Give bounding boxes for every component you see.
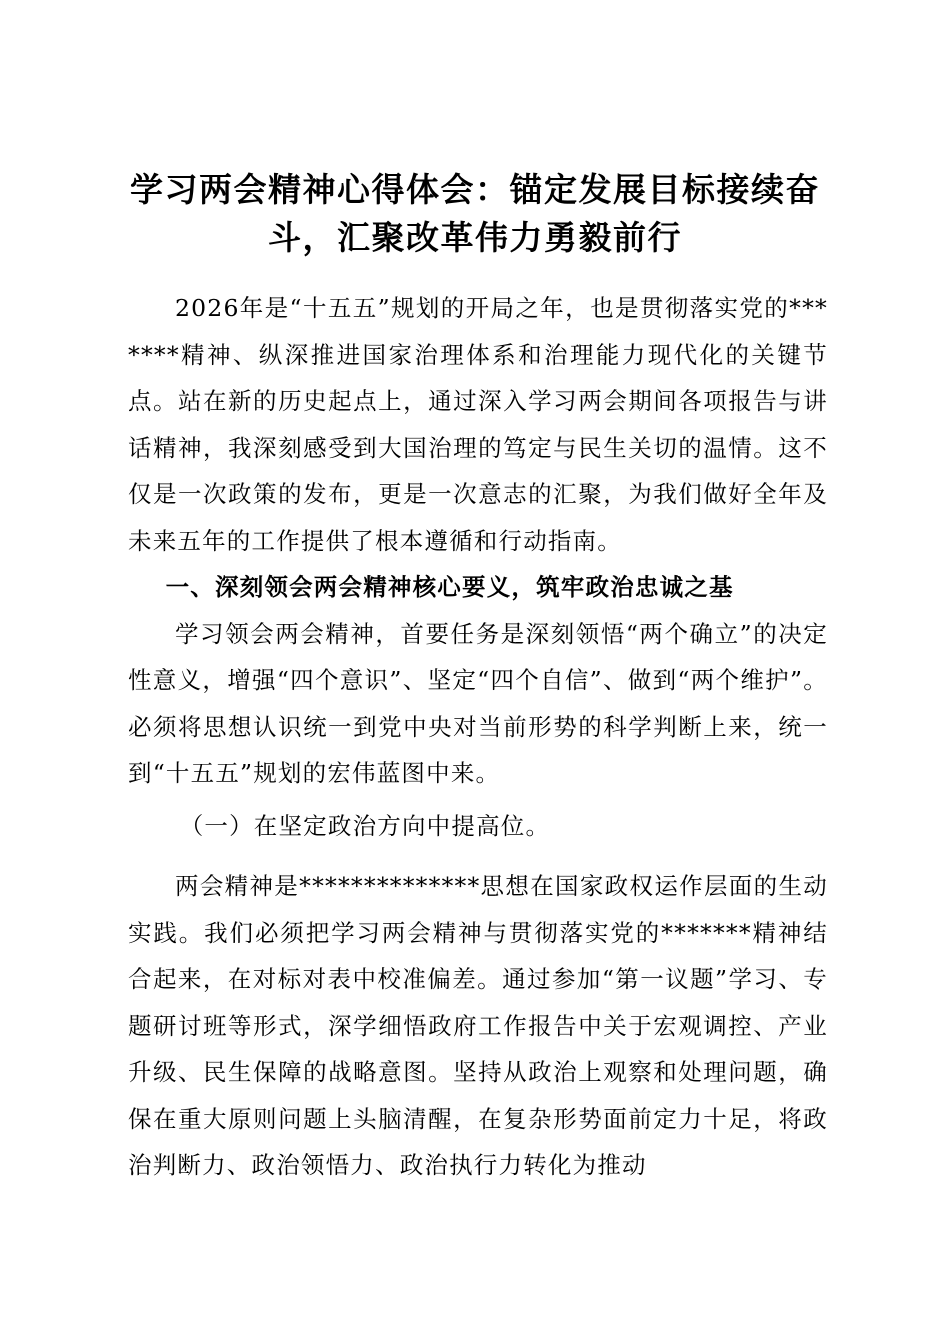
section-1-paragraph: 学习领会两会精神，首要任务是深刻领悟“两个确立”的决定性意义，增强“四个意识”、坚定“四个自信”、做到“两个维护”。必须将思想认识统一到党中央对当前形势的科学判断上来，统一到“十五五”规划的宏伟蓝图中来。 [128,619,828,787]
subsection-heading-1: （一）在坚定政治方向中提高位。 [179,811,551,840]
subsection-1-paragraph: 两会精神是**************思想在国家政权运作层面的生动实践。我们必须把学习两会精神与贯彻落实党的*******精神结合起来，在对标对表中校准偏差。通过参加“第一议题”学习、专题研讨班等形式，深学细悟政府工作报告中关于宏观调控、产业升级、民生保障的战略意图。坚持从政治上观察和处理问题，确保在重大原则问题上头脑清醒，在复杂形势面前定力十足，将政治判断力、政治领悟力、政治执行力转化为推动 [128,872,828,1179]
section-heading-1: 一、深刻领会两会精神核心要义，筑牢政治忠诚之基 [165,573,734,601]
document-title: 学习两会精神心得体会：锚定发展目标接续奋斗，汇聚改革伟力勇毅前行 [130,170,820,257]
intro-paragraph: 2026年是“十五五”规划的开局之年，也是贯彻落实党的*******精神、纵深推进国家治理体系和治理能力现代化的关键节点。站在新的历史起点上，通过深入学习两会期间各项报告与讲话精神，我深刻感受到大国治理的笃定与民生关切的温情。这不仅是一次政策的发布，更是一次意志的汇聚，为我们做好全年及未来五年的工作提供了根本遵循和行动指南。 [128,294,828,555]
document-body [128,285,828,1189]
